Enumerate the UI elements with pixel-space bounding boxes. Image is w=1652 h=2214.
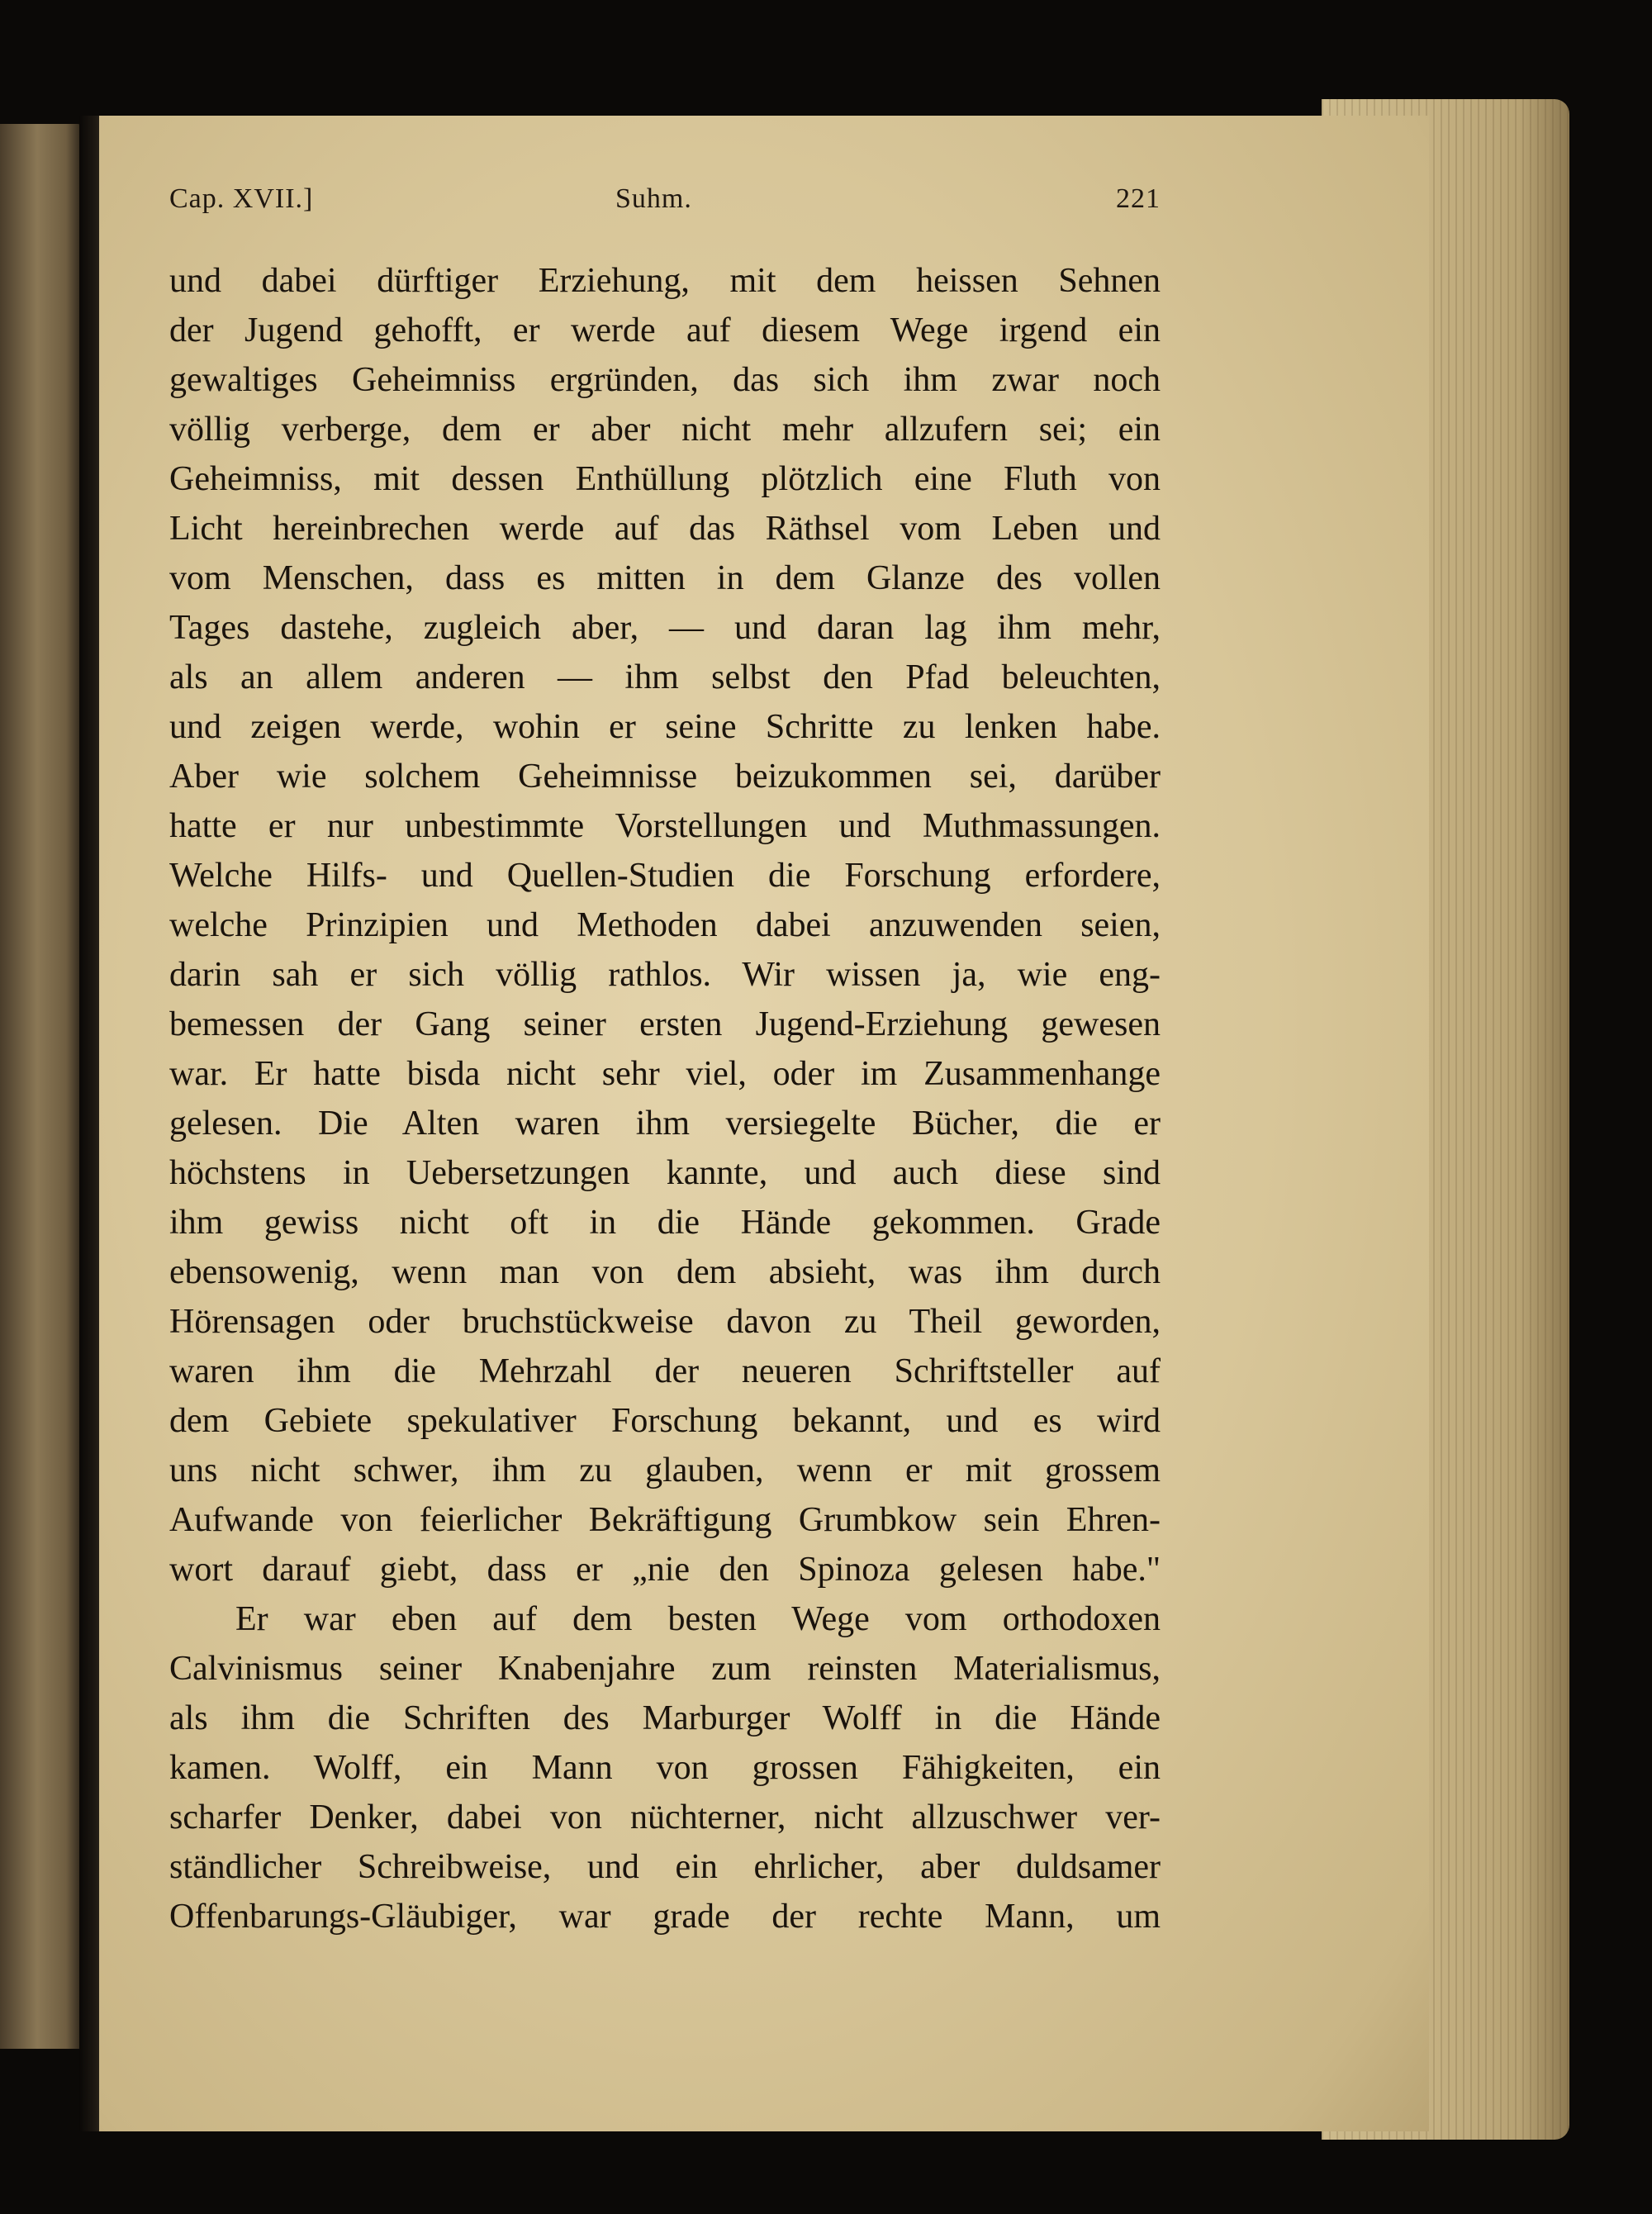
text-line: Tages dastehe, zugleich aber, — und daran lag ihm mehr, (169, 609, 1161, 647)
text-line: bemessen der Gang seiner ersten Jugend-Erziehung gewesen (169, 1005, 1161, 1043)
text-line: Calvinismus seiner Knabenjahre zum reinsten Materialismus, (169, 1650, 1161, 1688)
text-line: wort darauf giebt, dass er „nie den Spinoza gelesen habe." (169, 1551, 1161, 1589)
left-page-edge (0, 124, 83, 2049)
text-line: Hörensagen oder bruchstückweise davon zu Theil geworden, (169, 1303, 1161, 1341)
text-line: Licht hereinbrechen werde auf das Räthsel vom Leben und (169, 510, 1161, 548)
text-line: hatte er nur unbestimmte Vorstellungen und Muthmassungen. (169, 807, 1161, 845)
chapter-label: Cap. XVII.] (169, 183, 314, 214)
text-line: scharfer Denker, dabei von nüchterner, nicht allzuschwer ver- (169, 1798, 1161, 1836)
text-line: darin sah er sich völlig rathlos. Wir wissen ja, wie eng- (169, 956, 1161, 994)
text-line: Offenbarungs-Gläubiger, war grade der rechte Mann, um (169, 1898, 1161, 1936)
page-header (169, 183, 1161, 225)
text-line: der Jugend gehofft, er werde auf diesem Wege irgend ein (169, 311, 1161, 349)
text-line: gewaltiges Geheimniss ergründen, das sich ihm zwar noch (169, 361, 1161, 399)
text-line: Er war eben auf dem besten Wege vom orthodoxen (235, 1600, 1161, 1638)
text-line: gelesen. Die Alten waren ihm versiegelte Bücher, die er (169, 1105, 1161, 1143)
text-line: ständlicher Schreibweise, und ein ehrlicher, aber duldsamer (169, 1848, 1161, 1886)
text-line: ihm gewiss nicht oft in die Hände gekommen. Grade (169, 1204, 1161, 1242)
text-line: höchstens in Uebersetzungen kannte, und auch diese sind (169, 1154, 1161, 1192)
text-line: welche Prinzipien und Methoden dabei anzuwenden seien, (169, 906, 1161, 944)
text-line: völlig verberge, dem er aber nicht mehr allzufern sei; ein (169, 411, 1161, 449)
text-line: Aufwande von feierlicher Bekräftigung Grumbkow sein Ehren- (169, 1501, 1161, 1539)
text-line: als an allem anderen — ihm selbst den Pfad beleuchten, (169, 658, 1161, 696)
text-line: war. Er hatte bisda nicht sehr viel, oder im Zusammenhange (169, 1055, 1161, 1093)
page-number: 221 (1116, 183, 1161, 214)
text-line: und zeigen werde, wohin er seine Schritte zu lenken habe. (169, 708, 1161, 746)
body-text (169, 256, 1161, 1941)
text-line: dem Gebiete spekulativer Forschung bekannt, und es wird (169, 1402, 1161, 1440)
text-line: Geheimniss, mit dessen Enthüllung plötzlich eine Fluth von (169, 460, 1161, 498)
text-line: uns nicht schwer, ihm zu glauben, wenn er mit grossem (169, 1451, 1161, 1489)
text-line: als ihm die Schriften des Marburger Wolff in die Hände (169, 1699, 1161, 1737)
text-line: Aber wie solchem Geheimnisse beizukommen sei, darüber (169, 758, 1161, 796)
text-line: Welche Hilfs- und Quellen-Studien die Forschung erfordere, (169, 857, 1161, 895)
text-line: ebensowenig, wenn man von dem absieht, was ihm durch (169, 1253, 1161, 1291)
text-line: vom Menschen, dass es mitten in dem Glanze des vollen (169, 559, 1161, 597)
text-line: kamen. Wolff, ein Mann von grossen Fähigkeiten, ein (169, 1749, 1161, 1787)
text-line: und dabei dürftiger Erziehung, mit dem heissen Sehnen (169, 262, 1161, 300)
text-line: waren ihm die Mehrzahl der neueren Schriftsteller auf (169, 1352, 1161, 1390)
running-title: Suhm. (615, 183, 692, 214)
